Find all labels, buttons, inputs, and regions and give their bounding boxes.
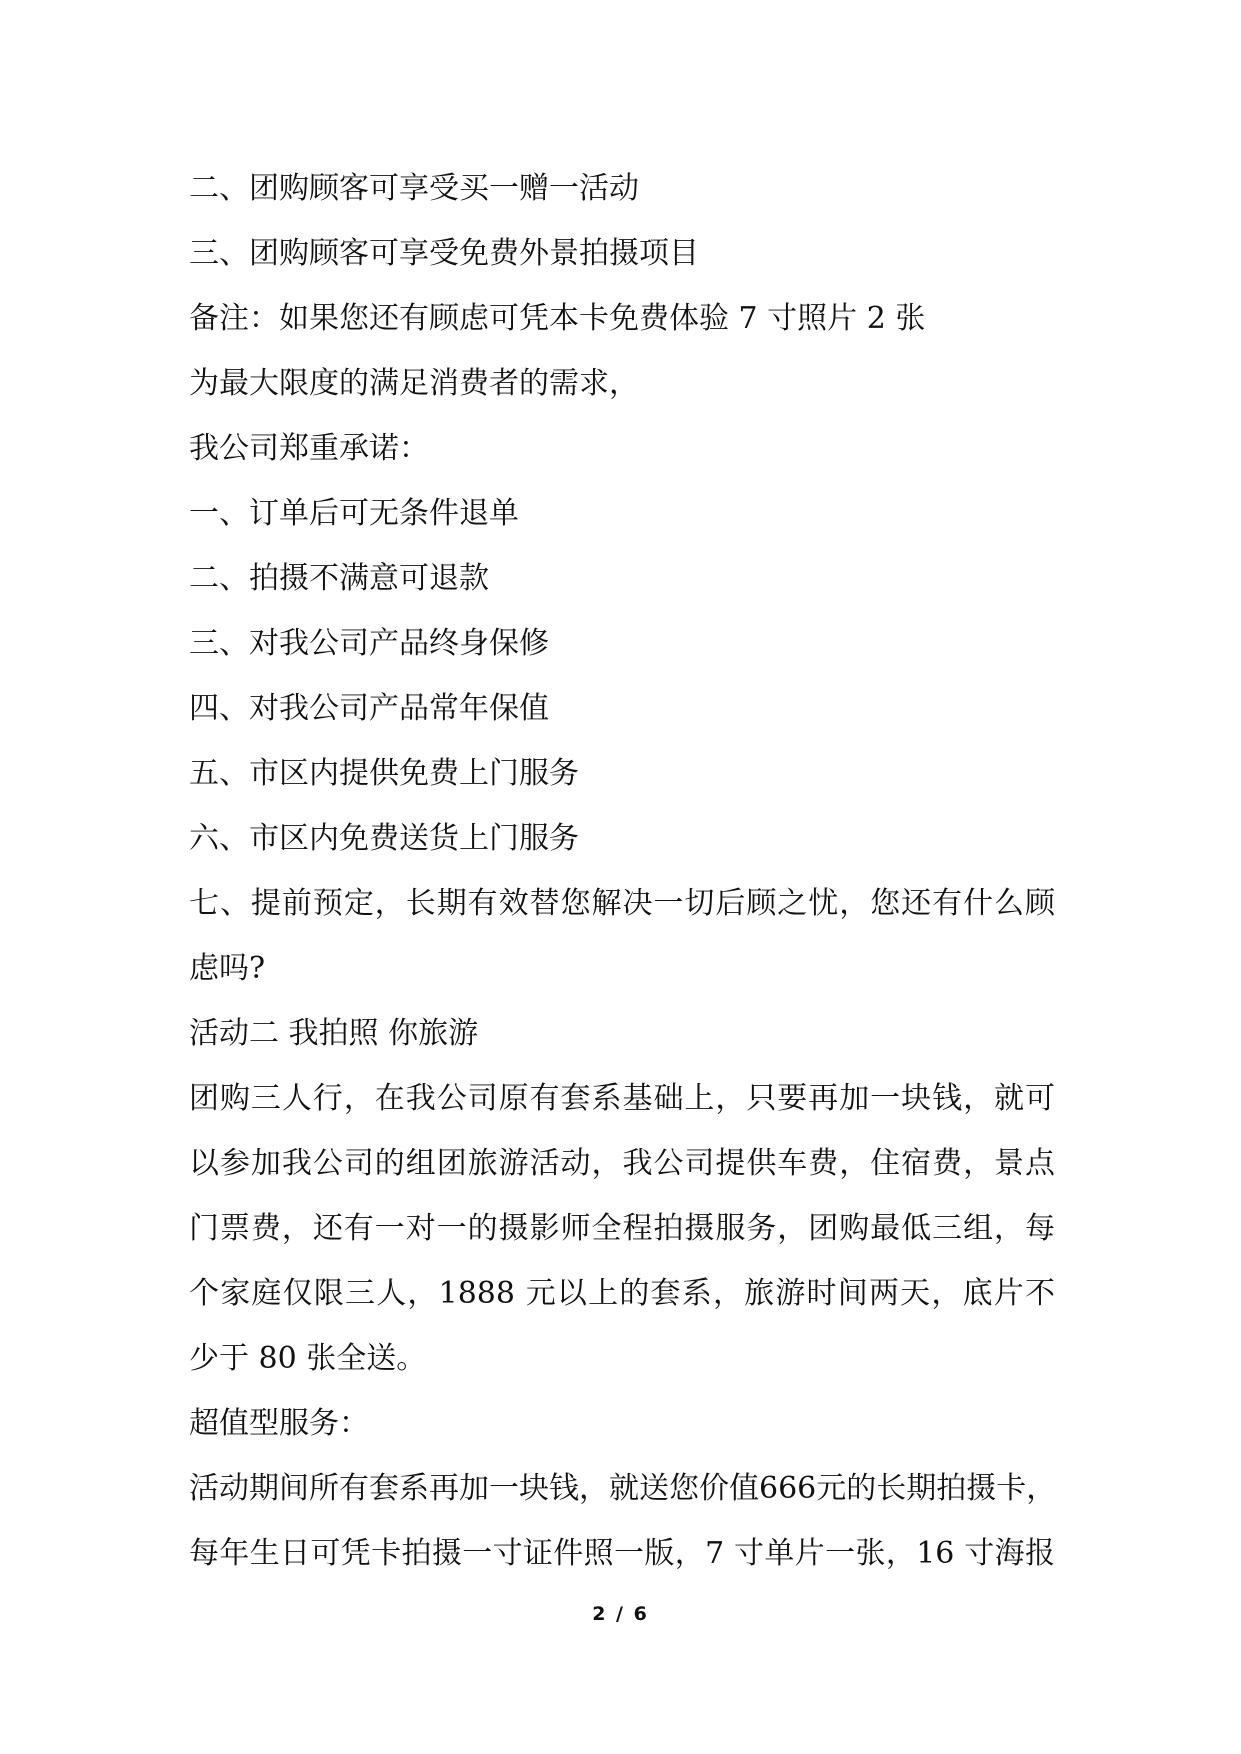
text-line: 备注：如果您还有顾虑可凭本卡免费体验 7 寸照片 2 张 (189, 301, 926, 336)
text-line: 六、市区内免费送货上门服务 (189, 821, 579, 856)
text-line: 七、提前预定，长期有效替您解决一切后顾之忧，您还有什么顾 (189, 886, 1055, 921)
text-line: 二、团购顾客可享受买一赠一活动 (189, 171, 639, 206)
text-line: 每年生日可凭卡拍摄一寸证件照一版，7 寸单片一张，16 寸海报 (189, 1536, 1055, 1571)
text-line: 四、对我公司产品常年保值 (189, 691, 549, 726)
text-line: 二、拍摄不满意可退款 (189, 561, 489, 596)
page-number: 2 / 6 (592, 1603, 649, 1625)
section-heading: 超值型服务： (189, 1406, 369, 1441)
text-line: 三、对我公司产品终身保修 (189, 626, 549, 661)
text-line: 三、团购顾客可享受免费外景拍摄项目 (189, 236, 699, 271)
text-line: 虑吗? (189, 951, 266, 986)
text-line: 五、市区内提供免费上门服务 (189, 756, 579, 791)
text-line: 以参加我公司的组团旅游活动，我公司提供车费，住宿费，景点 (189, 1146, 1055, 1181)
text-line: 为最大限度的满足消费者的需求， (189, 366, 639, 401)
text-line: 一、订单后可无条件退单 (189, 496, 519, 531)
text-line: 我公司郑重承诺： (189, 431, 429, 466)
section-heading: 活动二 我拍照 你旅游 (189, 1016, 479, 1051)
text-line: 少于 80 张全送。 (189, 1341, 427, 1376)
text-line: 门票费，还有一对一的摄影师全程拍摄服务，团购最低三组，每 (189, 1211, 1055, 1246)
document-body (189, 156, 1055, 1586)
text-line: 团购三人行，在我公司原有套系基础上，只要再加一块钱，就可 (189, 1081, 1055, 1116)
text-line: 个家庭仅限三人，1888 元以上的套系，旅游时间两天，底片不 (189, 1276, 1055, 1311)
text-line: 活动期间所有套系再加一块钱，就送您价值666元的长期拍摄卡， (189, 1471, 1057, 1506)
